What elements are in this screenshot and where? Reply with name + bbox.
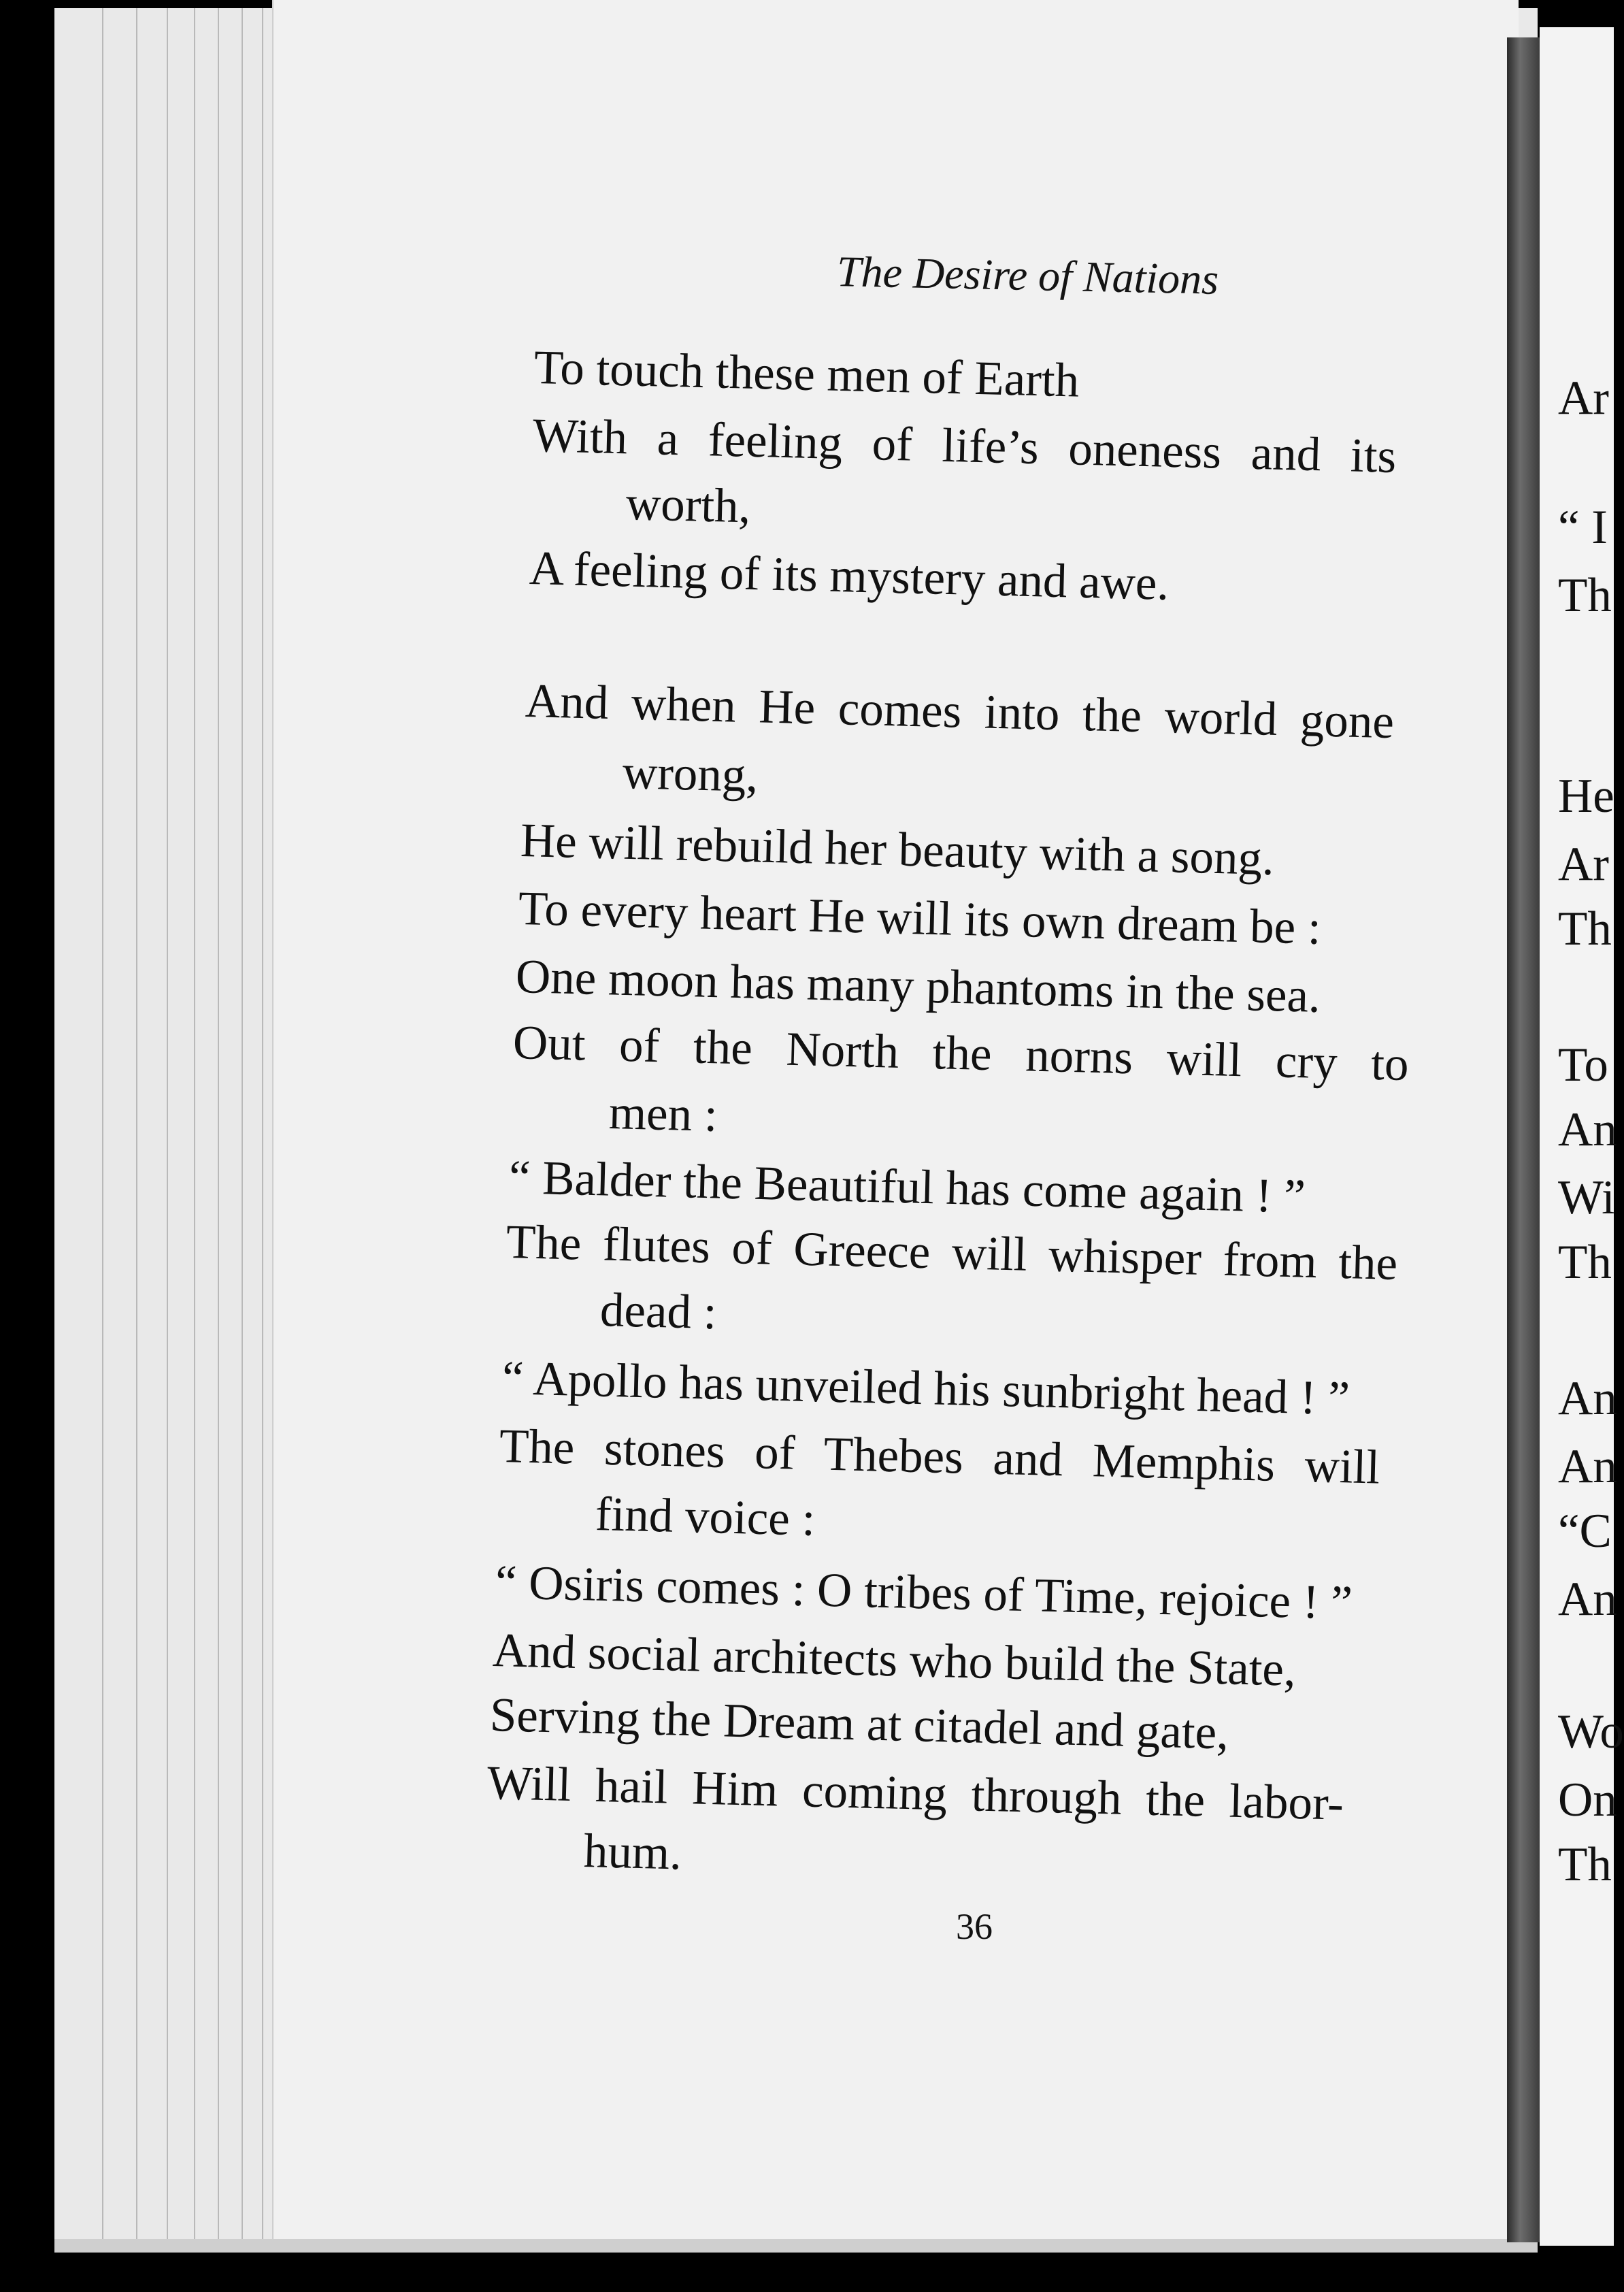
right-page-line: An	[1558, 1440, 1617, 1493]
right-page-line: Ar	[1558, 372, 1609, 425]
page-edge	[242, 8, 243, 2247]
right-page-line: Wi	[1558, 1171, 1615, 1224]
right-page-line: Th	[1558, 1838, 1612, 1891]
poem-line: To touch these men of Earth	[533, 341, 1080, 408]
page-bottom-edge	[54, 2239, 1538, 2253]
page-number: 36	[956, 1906, 993, 1947]
right-page-line: Wo	[1558, 1705, 1624, 1758]
poem-line: “ Balder the Beautiful has come again ! ”	[508, 1151, 1306, 1224]
right-page-line: “ I	[1558, 501, 1608, 554]
poem-line: Will hail Him coming through the labor-	[486, 1756, 1344, 1831]
poem-line: A feeling of its mystery and awe.	[529, 542, 1170, 610]
right-page-line: He	[1558, 770, 1614, 823]
poem-line: To every heart He will its own dream be :	[518, 882, 1322, 955]
poem-line: “ Osiris comes : O tribes of Time, rejoice ! ”	[495, 1556, 1353, 1630]
poem-line: The stones of Thebes and Memphis will	[499, 1420, 1381, 1494]
page-edge	[262, 8, 263, 2247]
poem-line: One moon has many phantoms in the sea.	[515, 950, 1321, 1023]
poem-line: And social architects who build the State,	[492, 1624, 1297, 1697]
poem-line: worth,	[625, 477, 752, 534]
running-head: The Desire of Nations	[836, 247, 1219, 304]
right-page-line: Ar	[1558, 838, 1609, 891]
poem-line: “ Apollo has unveiled his sunbright head ! ”	[501, 1352, 1350, 1426]
right-page-line: Th	[1558, 569, 1612, 622]
right-page-line: An	[1558, 1103, 1617, 1156]
page-edge	[167, 8, 168, 2247]
page-edge	[102, 8, 103, 2247]
poem-line: He will rebuild her beauty with a song.	[520, 814, 1275, 886]
poem-line: The flutes of Greece will whisper from the	[506, 1215, 1399, 1291]
right-page-line: To	[1558, 1038, 1608, 1092]
poem-line: With a feeling of life’s oneness and its	[532, 409, 1397, 484]
poem-line: And when He comes into the world gone	[525, 674, 1395, 749]
poem-line: Out of the North the norns will cry to	[512, 1016, 1410, 1092]
right-page-line: On	[1558, 1773, 1617, 1827]
page-edge	[194, 8, 195, 2247]
poem-line: Serving the Dream at citadel and gate,	[489, 1688, 1229, 1760]
poem-line: men :	[608, 1086, 718, 1142]
right-page-line: “C	[1558, 1505, 1612, 1558]
book-gutter	[1507, 37, 1540, 2242]
poem-line: wrong,	[622, 746, 759, 802]
poem-line: dead :	[599, 1283, 718, 1340]
left-page	[272, 0, 1519, 2239]
poem-line: find voice :	[595, 1488, 816, 1546]
right-page-line: Th	[1558, 902, 1612, 955]
right-page-line: An	[1558, 1573, 1617, 1626]
page-edge	[218, 8, 219, 2247]
poem-line: hum.	[583, 1824, 682, 1880]
page-edge	[136, 8, 137, 2247]
right-page-line: An	[1558, 1372, 1617, 1425]
right-page-line: Th	[1558, 1236, 1612, 1289]
